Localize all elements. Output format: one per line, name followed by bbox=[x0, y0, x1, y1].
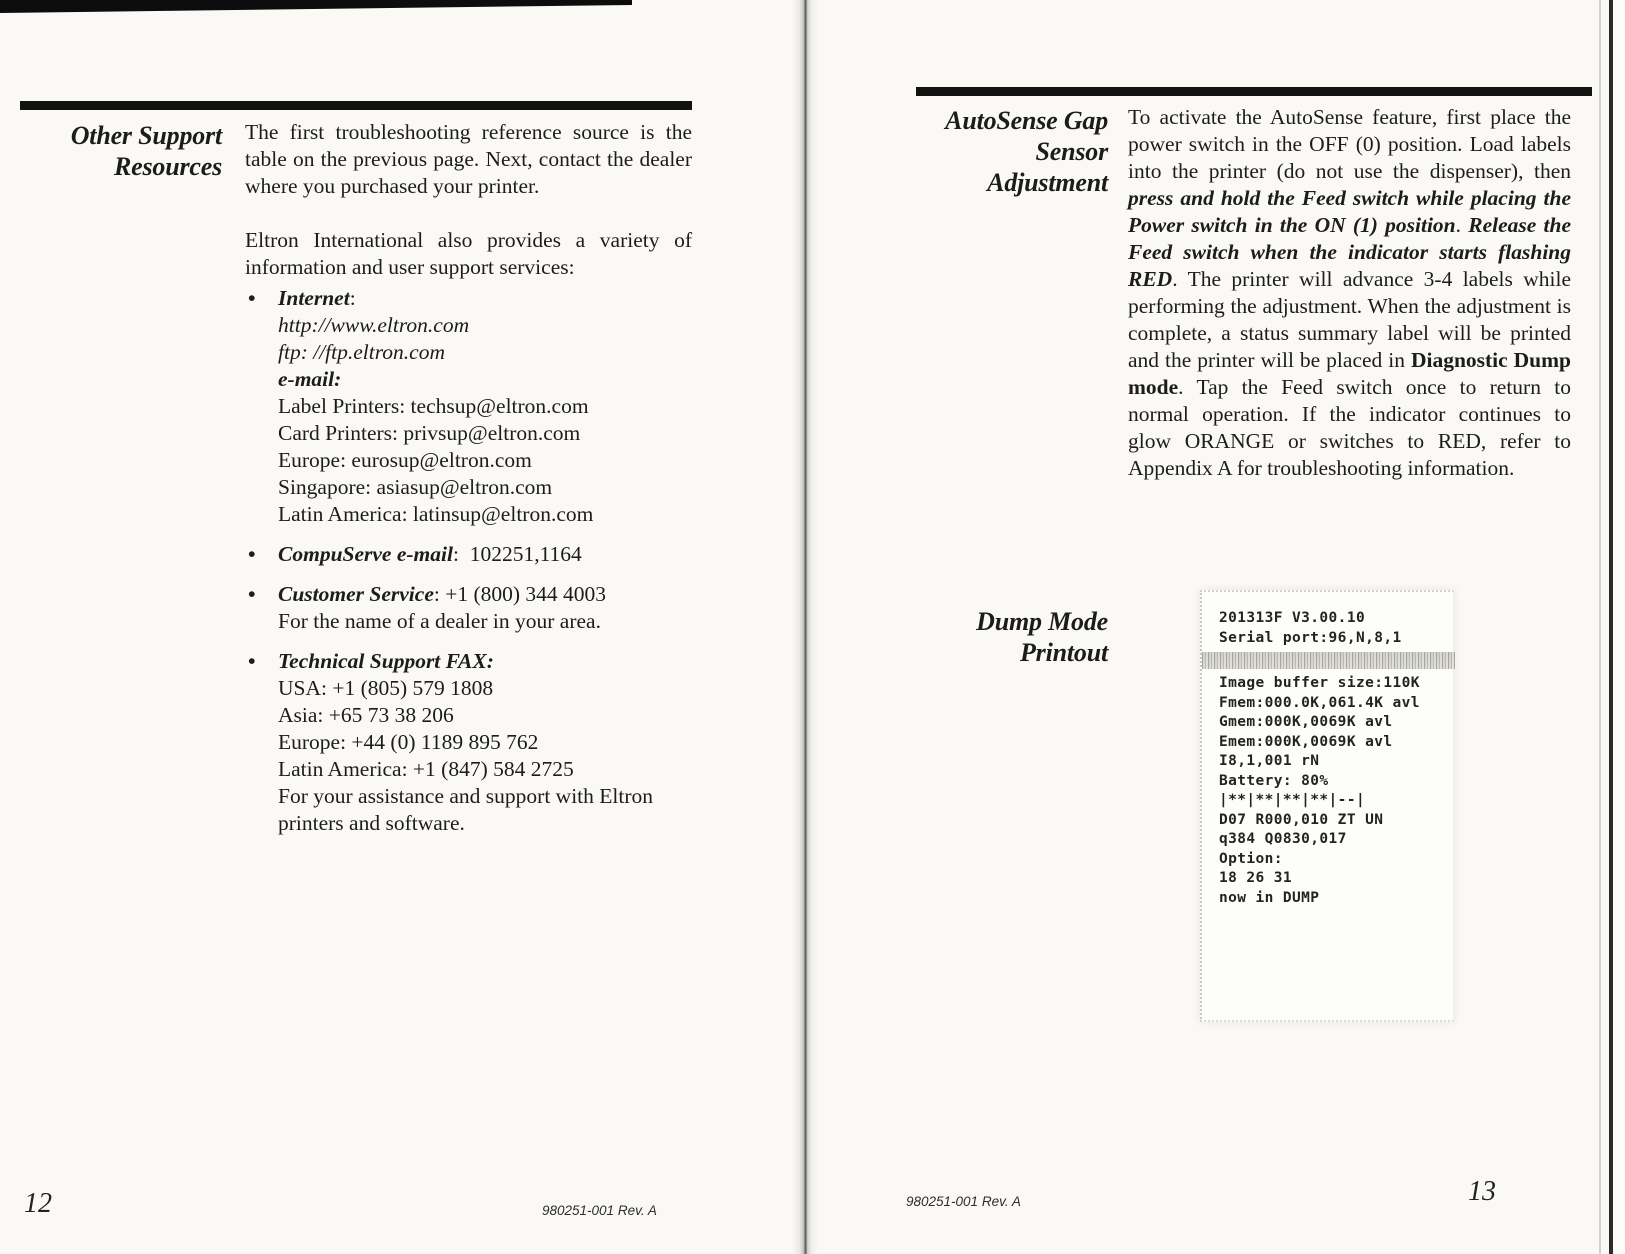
left-doc-number: 980251-001 Rev. A bbox=[542, 1203, 657, 1218]
page-edge-paper bbox=[1613, 0, 1625, 1254]
left-paragraph-2: Eltron International also provides a variety of information and user support services: bbox=[245, 228, 692, 279]
printout-line: Battery: 80% bbox=[1219, 772, 1329, 789]
left-section-title: Other Support Resources bbox=[70, 121, 222, 181]
bullet-item: • Customer Service: +1 (800) 344 4003 For the name of a dealer in your area. bbox=[245, 581, 692, 635]
left-body-column bbox=[245, 119, 692, 837]
left-page-number: 12 bbox=[24, 1188, 52, 1219]
autosense-section-title: AutoSense Gap Sensor Adjustment bbox=[945, 106, 1108, 197]
bullet-marker: • bbox=[248, 542, 256, 566]
printout-line: 18 26 31 bbox=[1219, 870, 1293, 886]
printout-line: Option: bbox=[1219, 850, 1283, 867]
autosense-paragraph: To activate the AutoSense feature, first place the power switch in the OFF (0) position. Load labels into the printer (do not use the dispenser), then press and hold the Feed switch while placing the Power switch in the ON (1) position. Release the Feed switch when the indicator starts flashing RED. The printer will advance 3-4 labels while performing the adjustment. When the adjustment is complete, a status summary label will be printed and the printer will be placed in Diagnostic Dump mode. Tap the Feed switch once to return to normal operation. If the indicator continues to glow ORANGE or switches to RED, refer to Appendix A for troubleshooting information. bbox=[1128, 105, 1572, 480]
bullet-item: • Technical Support FAX: USA: +1 (805) 579 1808 Asia: +65 73 38 206 Europe: +44 (0) 1189 895 762 Latin America: +1 (847) 584 2725 For your assistance and support with Eltron printers and software. bbox=[245, 648, 692, 837]
printout-dither-band bbox=[1202, 652, 1455, 669]
page-edge-line-light bbox=[1599, 0, 1601, 1254]
printout-line: now in DUMP bbox=[1219, 889, 1320, 906]
bullet-marker: • bbox=[248, 286, 256, 310]
support-bullet-list bbox=[245, 285, 692, 837]
book-spine-gutter bbox=[792, 0, 818, 1254]
right-page-number: 13 bbox=[1468, 1176, 1496, 1207]
printout-line: 201313F V3.00.10 bbox=[1219, 610, 1366, 626]
printout-line: Gmem:000K,0069K avl bbox=[1219, 714, 1393, 730]
bullet-item: • CompuServe e-mail: 102251,1164 bbox=[245, 541, 692, 568]
printout-line: I8,1,001 rN bbox=[1219, 753, 1320, 769]
scan-edge-top-strip bbox=[0, 0, 632, 13]
printout-line: D07 R000,010 ZT UN bbox=[1219, 811, 1384, 828]
right-doc-number: 980251-001 Rev. A bbox=[906, 1194, 1021, 1209]
bullet-marker: • bbox=[248, 582, 256, 606]
dump-mode-title: Dump Mode Printout bbox=[976, 607, 1108, 667]
printout-line: Fmem:000.0K,061.4K avl bbox=[1219, 694, 1420, 711]
bullet-item: • Internet: http://www.eltron.com ftp: //ftp.eltron.com e-mail: Label Printers: techsup@eltron.com Card Printers: privsup@eltron.com Europe: eurosup@eltron.com Singapore: asiasup@eltron.com Latin America: latinsup@eltron.com bbox=[245, 285, 692, 528]
printout-line: Serial port:96,N,8,1 bbox=[1219, 629, 1402, 646]
left-page-section-rule bbox=[20, 101, 692, 110]
right-page-section-rule bbox=[916, 87, 1592, 96]
printout-line: |**|**|**|**|--| bbox=[1219, 792, 1366, 808]
printout-line: q384 Q0830,017 bbox=[1219, 831, 1347, 847]
printout-line: Image buffer size:110K bbox=[1219, 675, 1420, 691]
printout-line: Emem:000K,0069K avl bbox=[1219, 733, 1393, 750]
left-paragraph-1: The first troubleshooting reference source is the table on the previous page. Next, contact the dealer where you purchased your printer. bbox=[245, 120, 692, 198]
bullet-marker: • bbox=[248, 649, 256, 673]
dump-mode-printout-receipt bbox=[1200, 590, 1454, 1022]
